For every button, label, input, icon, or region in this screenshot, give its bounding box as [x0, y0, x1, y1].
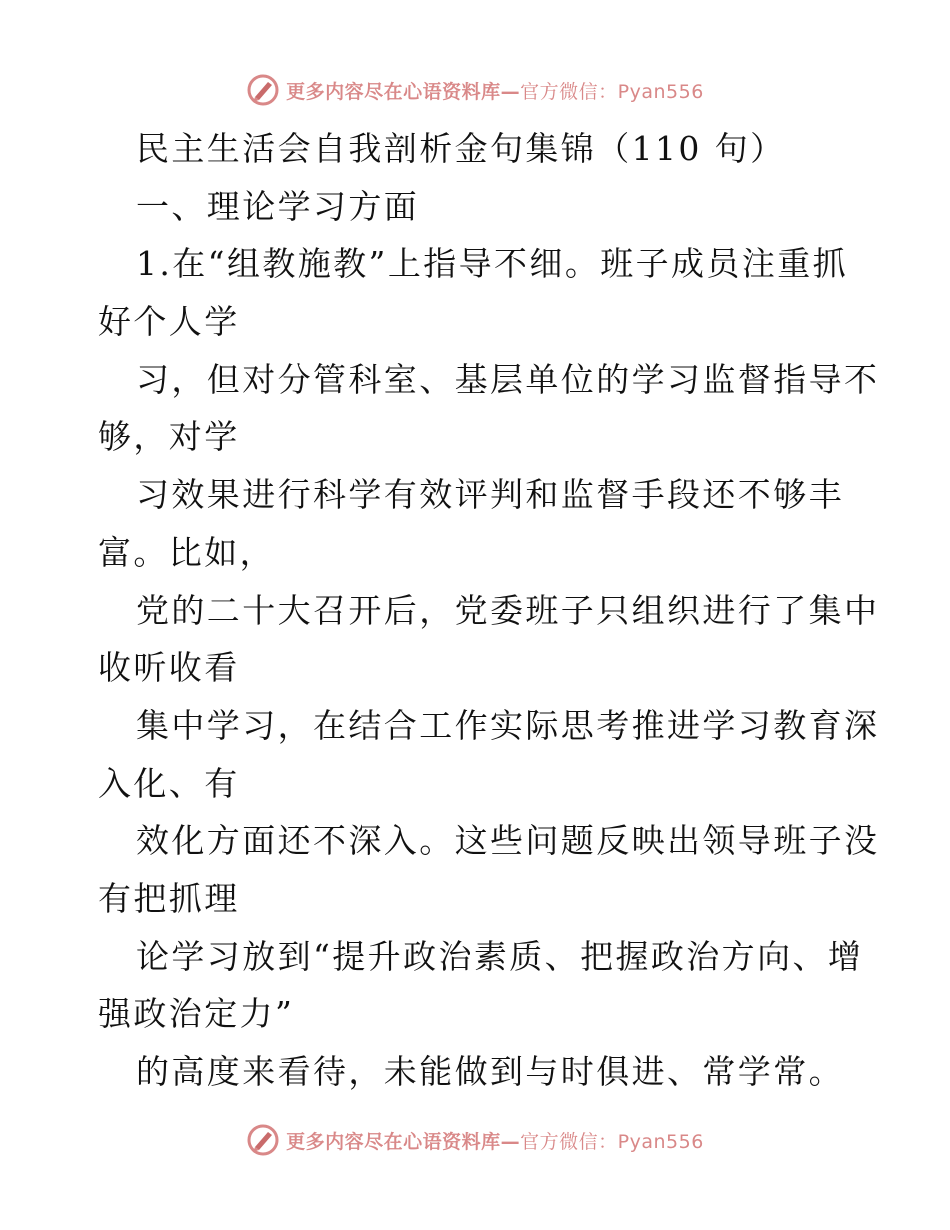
pen-logo-icon [246, 1123, 280, 1157]
paragraph-line: 效化方面还不深入。这些问题反映出领导班子没 [136, 821, 880, 861]
document-title: 民主生活会自我剖析金句集锦（110 句） [136, 129, 786, 168]
paragraph-line: 够，对学 [98, 417, 240, 457]
banner-text: 更多内容尽在心语资料库—官方微信：Pyan556 [286, 80, 704, 103]
paragraph-line: 收听收看 [98, 648, 240, 688]
banner-text: 更多内容尽在心语资料库—官方微信：Pyan556 [286, 1130, 704, 1153]
paragraph-line: 强政治定力” [98, 994, 295, 1034]
paragraph-line: 有把抓理 [98, 878, 240, 918]
paragraph-line: 集中学习，在结合工作实际思考推进学习教育深 [136, 705, 880, 745]
paragraph-line: 好个人学 [98, 302, 240, 342]
paragraph-line: 的高度来看待，未能做到与时俱进、常学常。 [136, 1052, 844, 1091]
header-watermark-banner [0, 70, 950, 110]
pen-logo-icon [246, 73, 280, 107]
paragraph-line: 习，但对分管科室、基层单位的学习监督指导不 [136, 359, 880, 399]
paragraph-line: 党的二十大召开后，党委班子只组织进行了集中 [136, 590, 880, 630]
paragraph-line: 富。比如， [98, 532, 275, 572]
paragraph-line: 论学习放到“提升政治素质、把握政治方向、增 [136, 936, 864, 976]
paragraph-line: 1.在“组教施教”上指导不细。班子成员注重抓 [136, 244, 849, 284]
paragraph-line: 习效果进行科学有效评判和监督手段还不够丰 [136, 475, 844, 515]
section-heading: 一、理论学习方面 [136, 186, 420, 226]
paragraph-line: 入化、有 [98, 763, 240, 803]
footer-watermark-banner [0, 1120, 950, 1160]
document-body [98, 120, 880, 1101]
